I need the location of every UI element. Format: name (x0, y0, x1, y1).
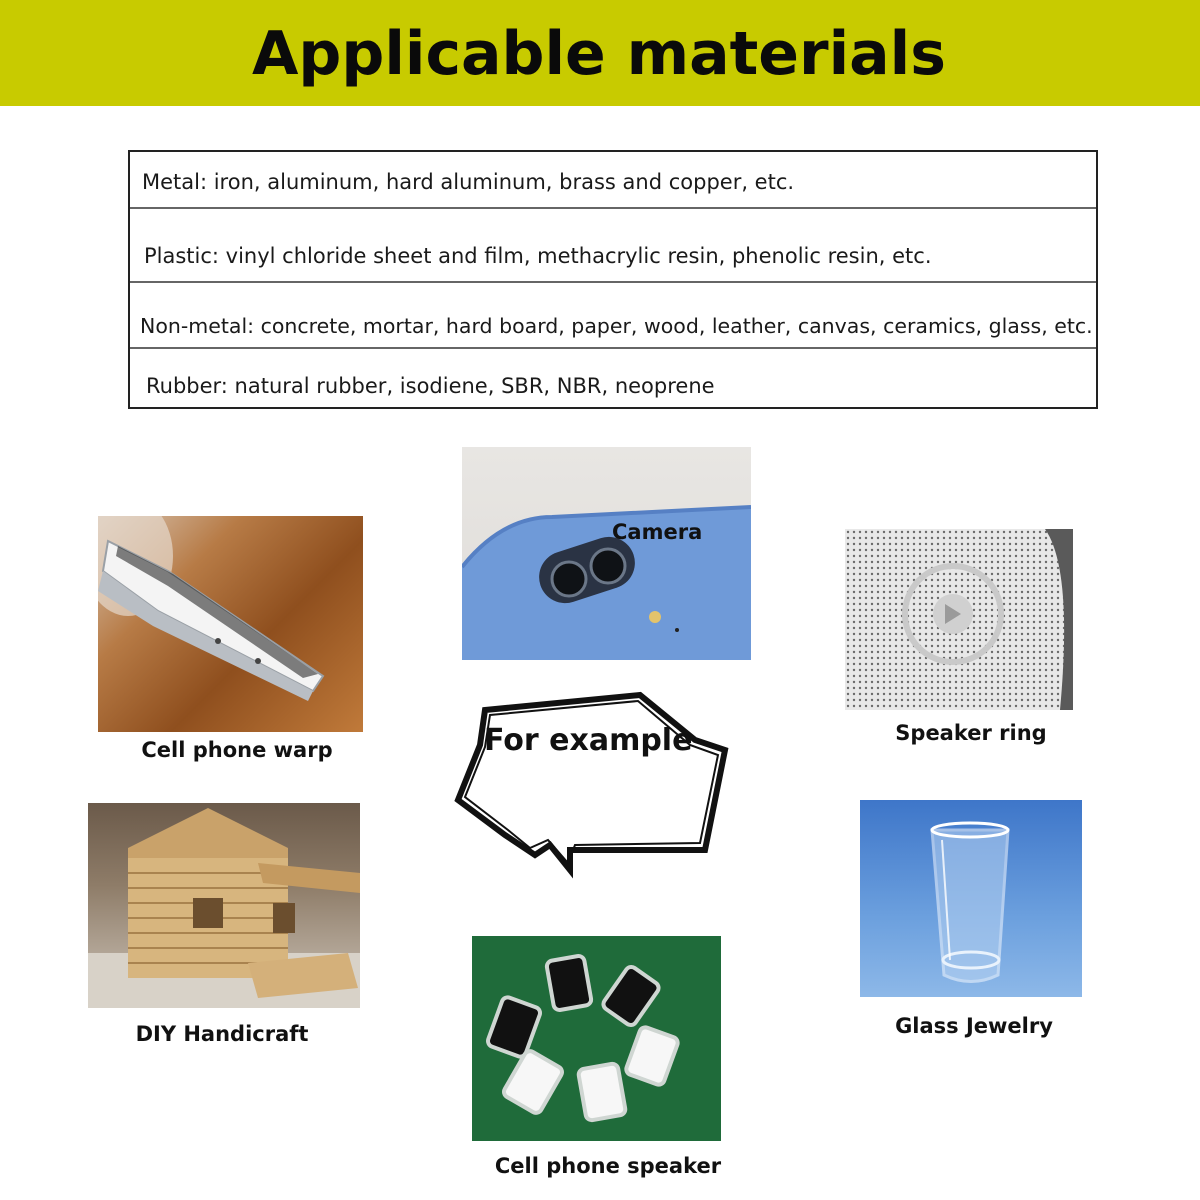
example-speech-bubble (450, 685, 735, 885)
bent-phone-photo (98, 516, 363, 732)
materials-row-plastic (130, 209, 1096, 283)
caption-diy-handicraft: DIY Handicraft (135, 1022, 309, 1046)
caption-camera: Camera (612, 520, 703, 544)
caption-cell-phone-speaker: Cell phone speaker (494, 1154, 722, 1178)
materials-row-text: Non-metal: concrete, mortar, hard board, paper, wood, leather, canvas, ceramics, glass, etc. (140, 314, 1093, 338)
caption-cell-phone-warp: Cell phone warp (141, 738, 333, 762)
caption-glass-jewelry: Glass Jewelry (895, 1014, 1053, 1038)
bubble-label: For example (484, 723, 693, 758)
materials-row-non-metal (130, 283, 1096, 349)
materials-row-rubber (130, 349, 1096, 409)
wooden-house-photo (88, 803, 360, 1008)
materials-row-text: Plastic: vinyl chloride sheet and film, methacrylic resin, phenolic resin, etc. (144, 244, 932, 268)
materials-row-text: Metal: iron, aluminum, hard aluminum, brass and copper, etc. (142, 170, 795, 194)
page-title: Applicable materials (252, 19, 946, 89)
title-banner (0, 0, 1200, 106)
drinking-glass-photo (860, 800, 1082, 997)
materials-row-text: Rubber: natural rubber, isodiene, SBR, NBR, neoprene (146, 374, 715, 398)
speaker-mesh-parts-photo (472, 936, 721, 1141)
phone-camera-photo (462, 447, 751, 660)
speaker-grille-photo (845, 529, 1073, 710)
materials-row-metal (130, 152, 1096, 209)
caption-speaker-ring: Speaker ring (895, 721, 1047, 745)
materials-table (128, 150, 1098, 409)
